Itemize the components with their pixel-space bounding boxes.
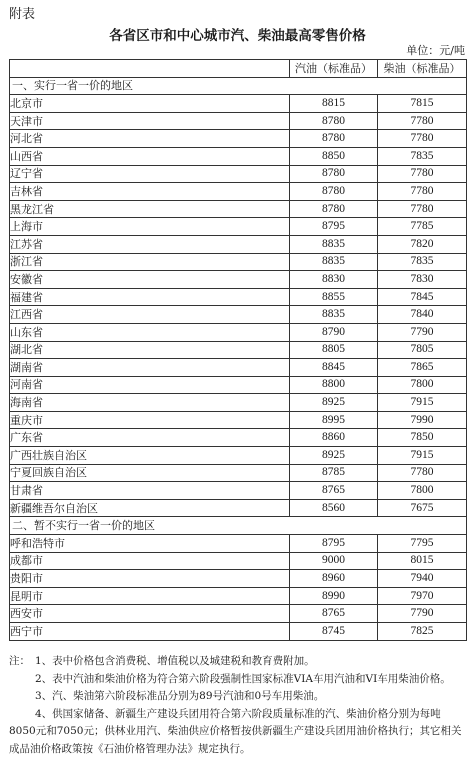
table-row [10,429,467,447]
diesel-price: 7850 [378,429,467,447]
region-name: 广西壮族自治区 [10,447,290,465]
table-row [10,552,467,570]
gasoline-price: 8995 [290,411,378,429]
region-name: 河南省 [10,376,290,394]
diesel-price: 7780 [378,165,467,183]
table-row [10,288,467,306]
section-row [10,517,467,535]
region-name: 河北省 [10,130,290,148]
table-row [10,447,467,465]
table-row [10,235,467,253]
table-row [10,587,467,605]
diesel-price: 7970 [378,587,467,605]
header-row [10,60,467,78]
region-name: 黑龙江省 [10,200,290,218]
table-row [10,147,467,165]
gasoline-price: 8960 [290,570,378,588]
gasoline-price: 8835 [290,306,378,324]
diesel-price: 7805 [378,341,467,359]
gasoline-price: 8795 [290,535,378,553]
note-item: 3、汽、柴油第六阶段标准品分别为89号汽油和0号车用柴油。 [35,690,325,702]
region-name: 北京市 [10,95,290,113]
diesel-price: 7800 [378,376,467,394]
table-row [10,323,467,341]
gasoline-price: 8990 [290,587,378,605]
table-row [10,535,467,553]
region-name: 新疆维吾尔自治区 [10,499,290,517]
diesel-price: 7990 [378,411,467,429]
gasoline-price: 8835 [290,253,378,271]
price-table [9,59,467,641]
region-name: 甘肃省 [10,482,290,500]
table-row [10,376,467,394]
table-row [10,200,467,218]
gasoline-price: 8560 [290,499,378,517]
gasoline-price: 8795 [290,218,378,236]
diesel-price: 7940 [378,570,467,588]
section-row [10,77,467,95]
table-row [10,570,467,588]
table-row [10,253,467,271]
table-row [10,306,467,324]
gasoline-price: 8835 [290,235,378,253]
table-row [10,605,467,623]
region-name: 山西省 [10,147,290,165]
gasoline-price: 8860 [290,429,378,447]
diesel-price: 8015 [378,552,467,570]
gasoline-price: 8925 [290,394,378,412]
gasoline-price: 8765 [290,482,378,500]
gasoline-price: 8780 [290,183,378,201]
diesel-price: 7835 [378,147,467,165]
gasoline-price: 8745 [290,623,378,641]
gasoline-price: 8780 [290,200,378,218]
region-name: 安徽省 [10,271,290,289]
diesel-price: 7780 [378,464,467,482]
gasoline-price: 8765 [290,605,378,623]
table-row [10,95,467,113]
diesel-price: 7820 [378,235,467,253]
region-name: 宁夏回族自治区 [10,464,290,482]
diesel-price: 7780 [378,130,467,148]
diesel-price: 7790 [378,605,467,623]
diesel-price: 7845 [378,288,467,306]
diesel-price: 7780 [378,183,467,201]
diesel-price: 7795 [378,535,467,553]
gasoline-price: 8785 [290,464,378,482]
region-name: 呼和浩特市 [10,535,290,553]
table-body [10,77,467,640]
gasoline-price: 8780 [290,112,378,130]
header-blank [10,60,290,78]
section-label: 一、实行一省一价的地区 [10,77,467,95]
note-item [9,653,466,671]
gasoline-price: 8790 [290,323,378,341]
table-row [10,130,467,148]
region-name: 贵阳市 [10,570,290,588]
table-row [10,112,467,130]
gasoline-price: 8830 [290,271,378,289]
note-text: 1、表中价格包含消费税、增值税以及城建税和教育费附加。 [35,655,315,667]
table-row [10,165,467,183]
region-name: 福建省 [10,288,290,306]
table-row [10,218,467,236]
diesel-price: 7780 [378,112,467,130]
region-name: 吉林省 [10,183,290,201]
table-row [10,271,467,289]
region-name: 天津市 [10,112,290,130]
diesel-price: 7840 [378,306,467,324]
gasoline-price: 8780 [290,165,378,183]
table-row [10,482,467,500]
diesel-price: 7800 [378,482,467,500]
region-name: 西安市 [10,605,290,623]
diesel-price: 7915 [378,447,467,465]
diesel-price: 7835 [378,253,467,271]
region-name: 上海市 [10,218,290,236]
unit-label: 单位：元/吨 [406,44,465,57]
region-name: 江西省 [10,306,290,324]
region-name: 成都市 [10,552,290,570]
diesel-price: 7675 [378,499,467,517]
diesel-price: 7815 [378,95,467,113]
header-diesel: 柴油（标准品） [378,60,467,78]
region-name: 湖北省 [10,341,290,359]
region-name: 浙江省 [10,253,290,271]
gasoline-price: 8845 [290,359,378,377]
gasoline-price: 8800 [290,376,378,394]
region-name: 山东省 [10,323,290,341]
region-name: 广东省 [10,429,290,447]
table-row [10,411,467,429]
gasoline-price: 8925 [290,447,378,465]
table-row [10,499,467,517]
table-row [10,464,467,482]
region-name: 昆明市 [10,587,290,605]
notes-label: 注： [9,655,30,667]
table-row [10,341,467,359]
region-name: 湖南省 [10,359,290,377]
attachment-label: 附表 [9,7,36,22]
diesel-price: 7785 [378,218,467,236]
gasoline-price: 9000 [290,552,378,570]
table-row [10,359,467,377]
gasoline-price: 8850 [290,147,378,165]
notes [9,653,466,758]
region-name: 江苏省 [10,235,290,253]
diesel-price: 7830 [378,271,467,289]
region-name: 重庆市 [10,411,290,429]
diesel-price: 7915 [378,394,467,412]
header-gasoline: 汽油（标准品） [290,60,378,78]
table-row [10,623,467,641]
region-name: 海南省 [10,394,290,412]
gasoline-price: 8855 [290,288,378,306]
gasoline-price: 8815 [290,95,378,113]
diesel-price: 7865 [378,359,467,377]
gasoline-price: 8780 [290,130,378,148]
document-title: 各省区市和中心城市汽、柴油最高零售价格 [109,28,366,44]
table-row [10,183,467,201]
note-item: 4、供国家储备、新疆生产建设兵团用符合第六阶段质量标准的汽、柴油价格分别为每吨8050元和7050元；供林业用汽、柴油供应价格暂按供新疆生产建设兵团用油价格执行；其它相关成品油价格政策按《石油价格管理办法》规定执行。 [9,707,462,755]
diesel-price: 7790 [378,323,467,341]
table-row [10,394,467,412]
diesel-price: 7780 [378,200,467,218]
section-label: 二、暂不实行一省一价的地区 [10,517,467,535]
note-item: 2、表中汽油和柴油价格为符合第六阶段强制性国家标准VIA车用汽油和VI车用柴油价格。 [35,672,451,685]
region-name: 辽宁省 [10,165,290,183]
region-name: 西宁市 [10,623,290,641]
gasoline-price: 8805 [290,341,378,359]
diesel-price: 7825 [378,623,467,641]
